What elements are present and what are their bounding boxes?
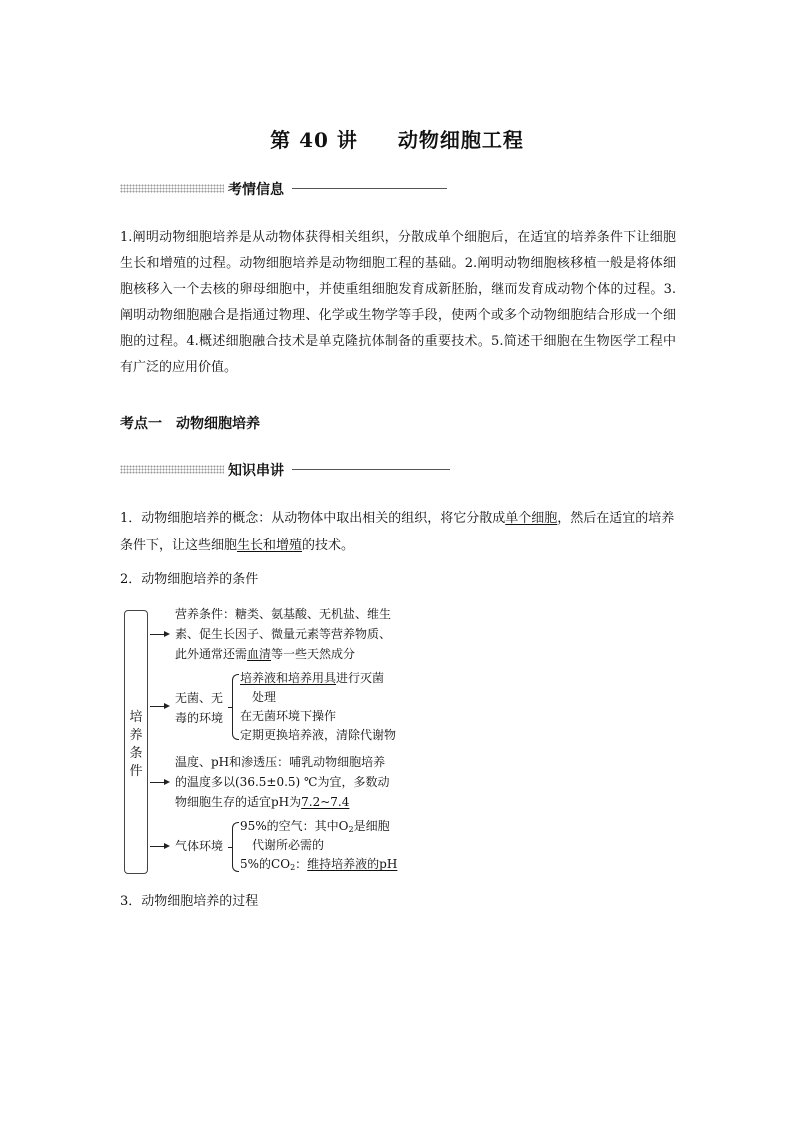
lecture-topic: 动物细胞工程 [397, 128, 524, 152]
sterile-label-line-1: 无菌、无 [175, 691, 224, 705]
sterile-label-line-2: 毒的环境 [175, 711, 224, 725]
kaodian-heading [120, 413, 260, 433]
nutrition-line-1: 营养条件：糖类、氨基酸、无机盐、维生 [175, 607, 392, 621]
section-rule [292, 188, 447, 189]
kaoqing-text: 1.阐明动物细胞培养是从动物体获得相关组织，分散成单个细胞后，在适宜的培养条件下让细胞生长和增殖的过程。动物细胞培养是动物细胞工程的基础。2.阐明动物细胞核移植一般是将体细胞核移入一个去核的卵母细胞中，并使重组细胞发育成新胚胎，继而发育成动物个体的过程。3.阐明动物细胞融合是指通过物理、化学或生物学等手段，使两个或多个动物细胞结合形成一个细胞的过程。4.概述细胞融合技术是单克隆抗体制备的重要技术。5.简述干细胞在生物医学工程中有广泛的应用价值。 [120, 230, 676, 375]
item-text: 的技术。 [302, 538, 355, 553]
item-1-concept [120, 505, 676, 559]
arrow-icon [150, 634, 168, 635]
dotted-bar [120, 184, 224, 193]
item-text: 1．动物细胞培养的概念：从动物体中取出相关的组织，将它分散成 [120, 511, 506, 526]
gas-branch-1: 95%的空气：其中$O_2$是细胞 [240, 819, 390, 834]
sterile-branch-3: 定期更换培养液，清除代谢物 [240, 728, 397, 742]
arrow-icon [150, 846, 168, 847]
item-3-heading [120, 888, 676, 915]
dotted-bar [120, 465, 224, 474]
kaodian-topic: 动物细胞培养 [176, 416, 260, 432]
gas-label: 气体环境 [175, 839, 224, 853]
arrow-icon [150, 706, 168, 707]
temp-line-1: 温度、pH和渗透压：哺乳动物细胞培养 [175, 755, 386, 769]
sterile-branch-1-cont: 处理 [252, 690, 277, 704]
underlined-term: 单个细胞 [505, 511, 558, 526]
root-box [124, 610, 148, 874]
section-label: 考情信息 [228, 182, 284, 198]
item-2-heading [120, 566, 676, 593]
lecture-number: 第 40 讲 [270, 128, 358, 152]
temp-line-3: 物细胞生存的适宜pH为7.2~7.4 [175, 795, 350, 809]
temp-line-2: 的温度多以(36.5±0.5) ℃为宜，多数动 [175, 775, 390, 789]
culture-conditions-diagram [120, 604, 420, 876]
kaoqing-paragraph [120, 225, 676, 381]
nutrition-line-3: 此外通常还需血清等一些天然成分 [175, 647, 356, 661]
nutrition-line-2: 素、促生长因子、微量元素等营养物质、 [175, 627, 392, 641]
brace-icon [232, 822, 239, 872]
page-title [0, 124, 794, 153]
arrow-icon [150, 782, 168, 783]
sterile-branch-2: 在无菌环境下操作 [240, 709, 337, 723]
brace-icon [232, 674, 239, 740]
section-label: 知识串讲 [228, 463, 284, 479]
kaodian-label: 考点一 [120, 416, 162, 432]
section-rule [292, 469, 450, 470]
root-label: 培 养 条 件 [129, 710, 143, 779]
item-text: 2．动物细胞培养的条件 [120, 572, 259, 587]
gas-branch-2: 5%的$CO_2$：维持培养液的pH [240, 857, 398, 872]
gas-branch-1-cont: 代谢所必需的 [252, 838, 325, 852]
sterile-branch-1: 培养液和培养用具进行灭菌 [240, 671, 385, 685]
item-text: ，然后在适宜的培养条件下，让这些细胞 [120, 511, 675, 553]
underlined-term: 生长和增殖 [237, 538, 303, 553]
item-text: 3．动物细胞培养的过程 [120, 894, 259, 909]
